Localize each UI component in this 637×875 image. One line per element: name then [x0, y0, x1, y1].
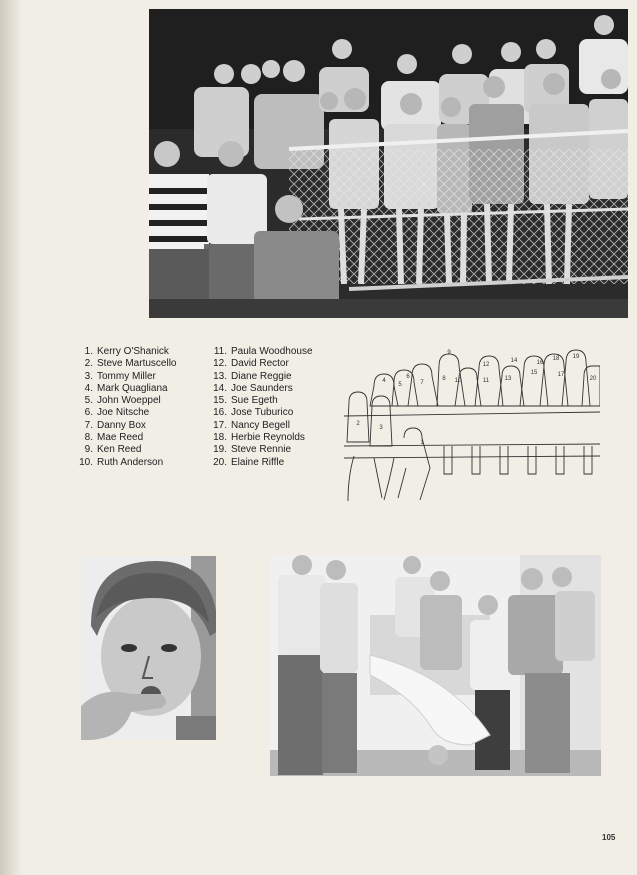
list-item: 14. Joe Saunders	[213, 382, 293, 394]
diagram-label: 3	[379, 425, 383, 431]
list-item: 20. Elaine Riffle	[213, 456, 285, 468]
list-item: 17. Nancy Begell	[213, 419, 290, 431]
diagram-label: 19	[572, 354, 580, 360]
names-list-right	[208, 346, 313, 469]
portrait-photo	[81, 556, 216, 740]
list-item: 9. Ken Reed	[84, 444, 142, 456]
list-item: 16. Jose Tuburico	[213, 407, 294, 419]
page-gutter-shadow	[0, 0, 22, 875]
diagram-label: 8	[442, 376, 446, 382]
diagram-label: 17	[557, 372, 565, 378]
list-item: 13. Diane Reggie	[213, 370, 292, 382]
key-diagram	[344, 346, 600, 510]
diagram-label: 12	[482, 362, 490, 368]
diagram-label: 4	[382, 378, 386, 384]
list-item: 15. Sue Egeth	[213, 395, 278, 407]
diagram-label: 18	[552, 356, 560, 362]
diagram-label: 13	[504, 376, 512, 382]
diagram-label: 15	[530, 370, 538, 376]
page-number: 105	[602, 833, 616, 842]
names-list-left	[74, 346, 176, 469]
diagram-label: 5	[398, 382, 402, 388]
list-item: 18. Herbie Reynolds	[213, 432, 305, 444]
diagram-label: 6	[406, 374, 410, 380]
list-item: 10. Ruth Anderson	[79, 456, 164, 468]
list-item: 5. John Woeppel	[84, 395, 161, 407]
list-item: 11. Paula Woodhouse	[213, 346, 313, 357]
group-photo	[149, 9, 628, 318]
diagram-label: 16	[536, 360, 544, 366]
diagram-label: 9	[447, 350, 451, 356]
list-item: 3. Tommy Miller	[84, 370, 156, 382]
diagram-label: 20	[589, 376, 597, 382]
diagram-label: 11	[482, 378, 490, 384]
list-item: 4. Mark Quagliana	[84, 382, 168, 394]
diagram-label: 7	[420, 380, 424, 386]
list-item: 7. Danny Box	[84, 419, 146, 431]
diagram-label: 2	[356, 421, 360, 427]
list-item: 12. David Rector	[213, 358, 289, 370]
list-item: 8. Mae Reed	[84, 432, 144, 444]
list-item: 2. Steve Martuscello	[84, 358, 177, 370]
list-item: 1. Kerry O'Shanick	[84, 346, 169, 357]
diagram-label: 14	[510, 358, 518, 364]
diagram-label: 1	[420, 440, 424, 446]
action-photo	[270, 555, 601, 776]
diagram-label: 10	[454, 378, 462, 384]
list-item: 19. Steve Rennie	[213, 444, 292, 456]
list-item: 6. Joe Nitsche	[84, 407, 150, 419]
